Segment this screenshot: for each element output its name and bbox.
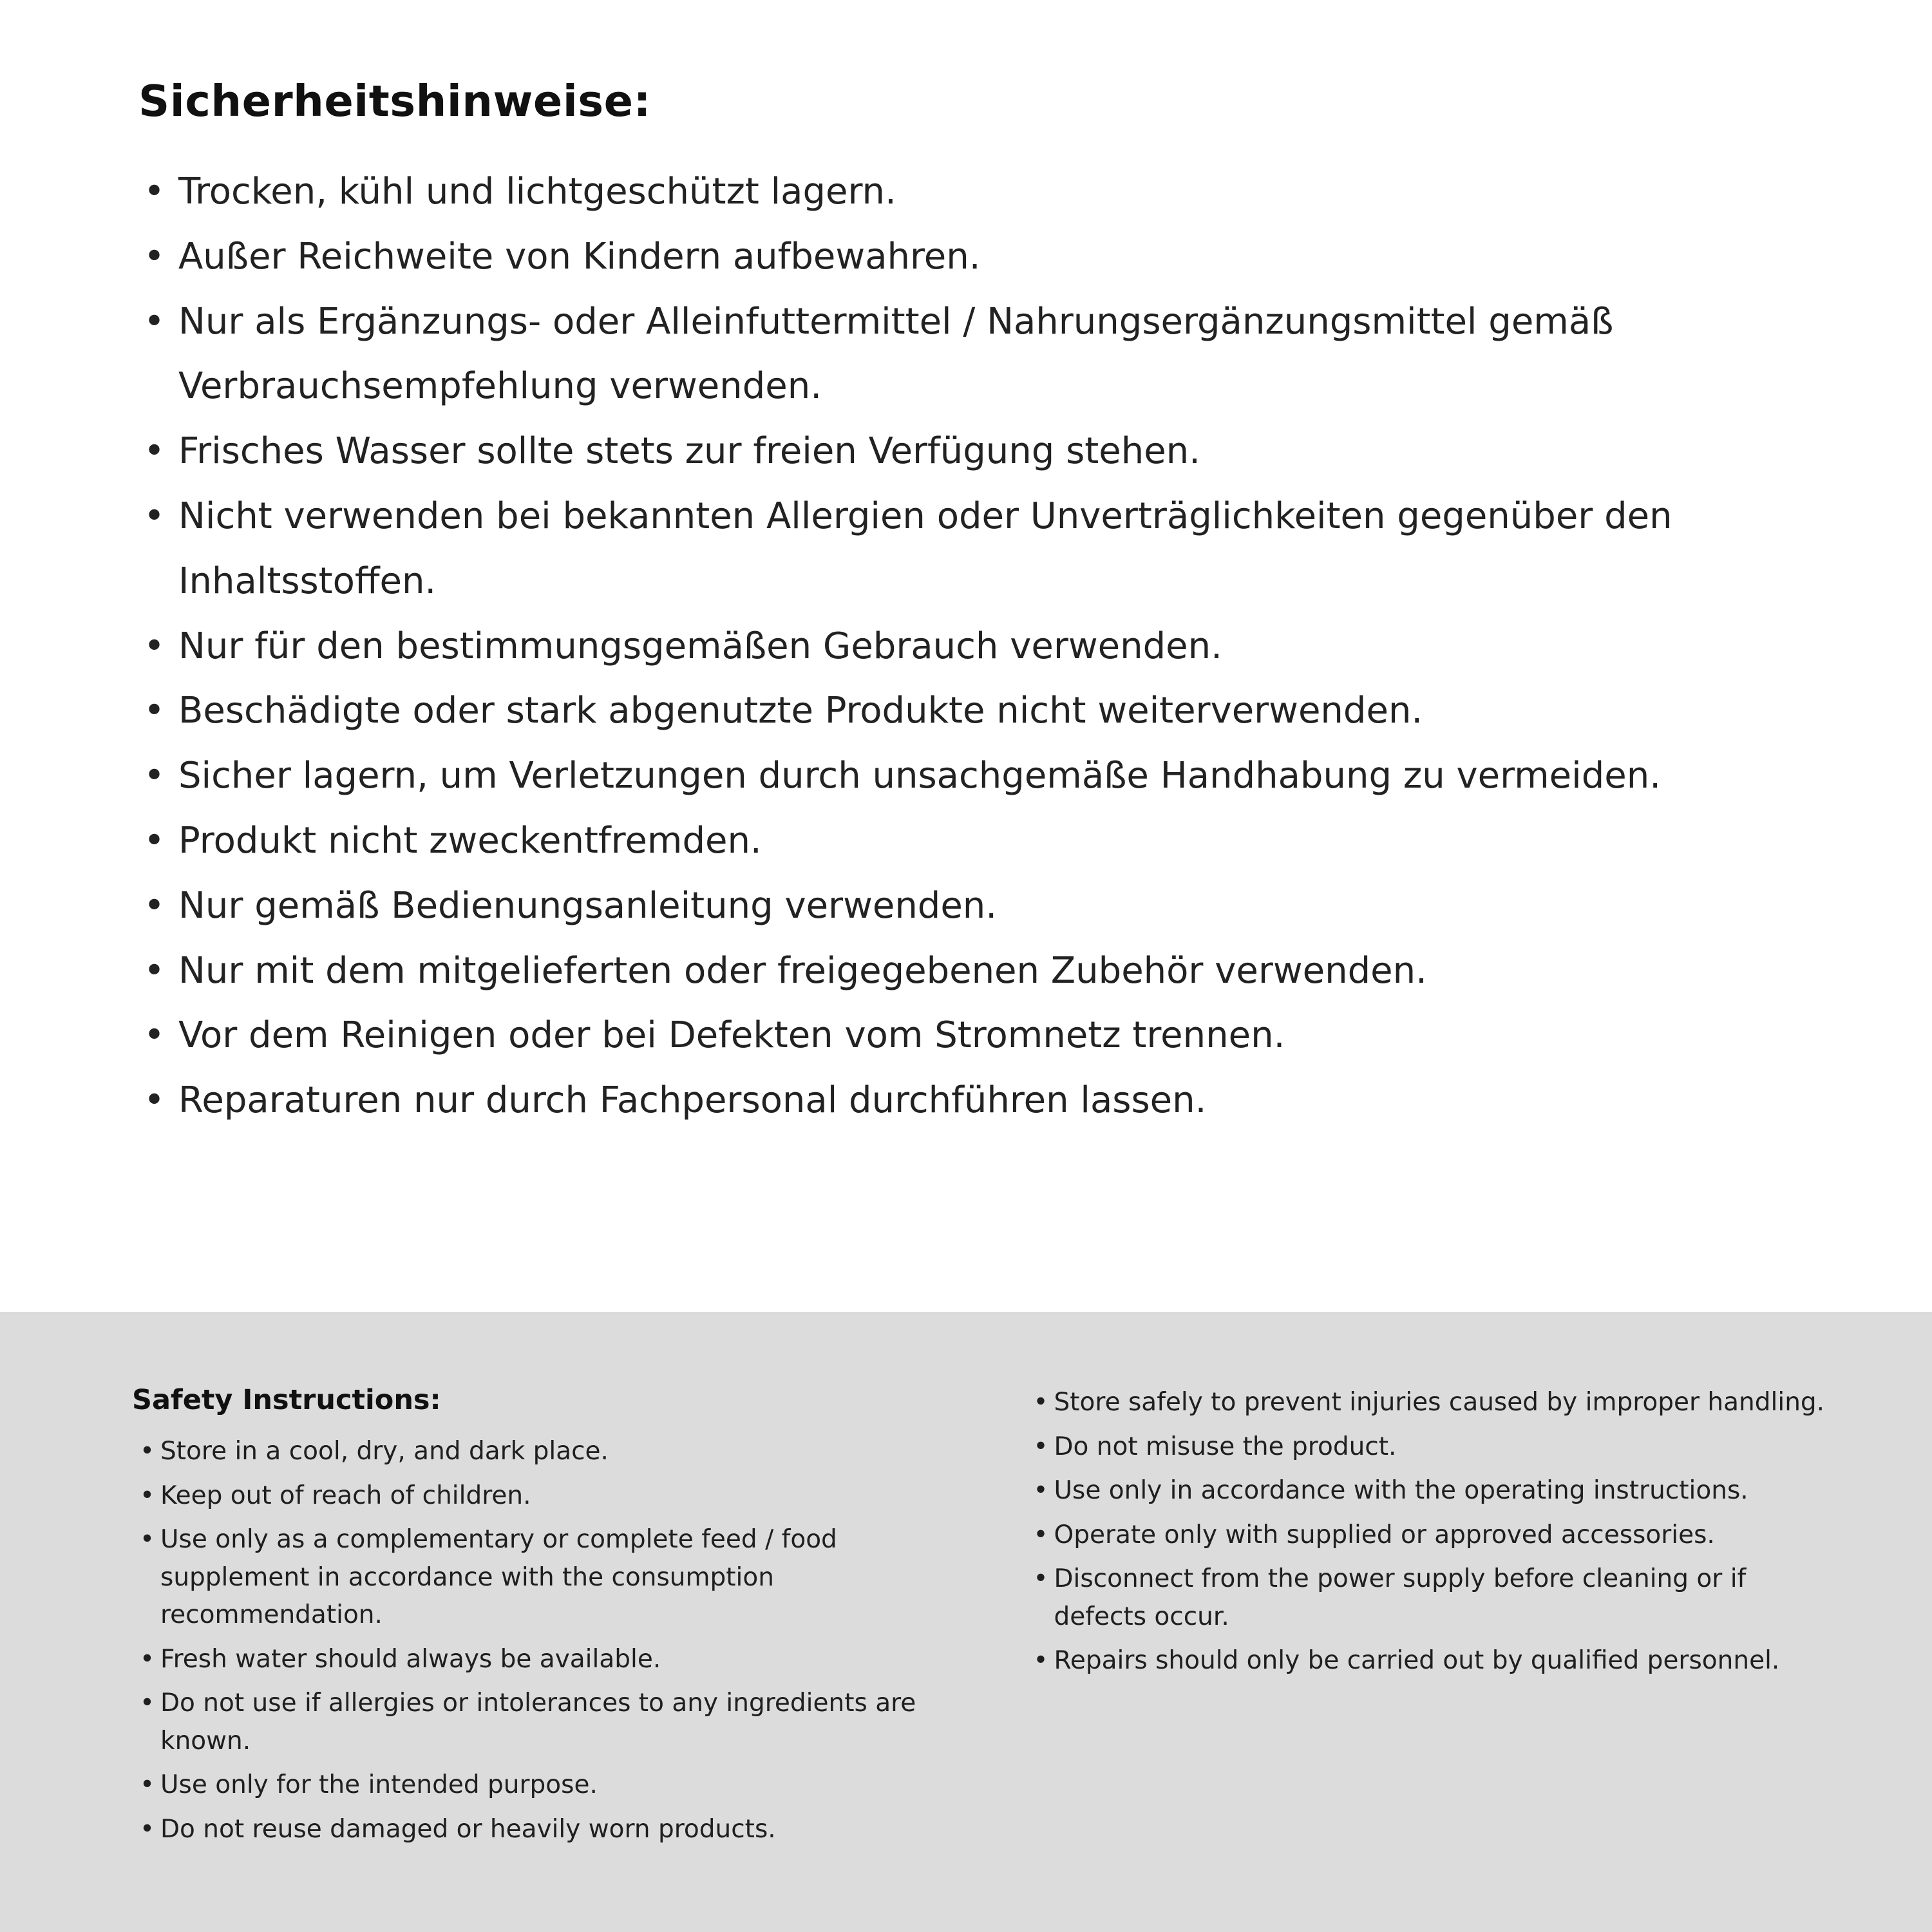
english-section-title: Safety Instructions: <box>132 1384 441 1416</box>
list-item: • Vor dem Reinigen oder bei Defekten vom Stromnetz trennen. <box>138 1003 1835 1068</box>
list-item: • Do not use if allergies or intolerances to any ingredients are known. <box>132 1685 942 1760</box>
list-item: • Außer Reichweite von Kindern aufbewahren. <box>138 225 1835 290</box>
list-item: • Do not misuse the product. <box>1026 1428 1836 1466</box>
list-item: • Reparaturen nur durch Fachpersonal durchführen lassen. <box>138 1068 1835 1133</box>
english-instructions-list-right <box>1026 1384 1836 1680</box>
list-item: • Keep out of reach of children. <box>132 1477 942 1515</box>
list-item: • Operate only with supplied or approved accessories. <box>1026 1517 1836 1555</box>
list-item: • Store in a cool, dry, and dark place. <box>132 1433 942 1471</box>
list-item: • Sicher lagern, um Verletzungen durch unsachgemäße Handhabung zu vermeiden. <box>138 744 1835 809</box>
list-item: • Do not reuse damaged or heavily worn products. <box>132 1811 942 1849</box>
list-item: • Use only as a complementary or complete feed / food supplement in accordance with the consumption recommendation. <box>132 1521 942 1634</box>
list-item: • Nur für den bestimmungsgemäßen Gebrauch verwenden. <box>138 614 1835 679</box>
german-instructions-list <box>138 160 1835 1133</box>
english-left-column <box>132 1384 942 1932</box>
english-right-column <box>1026 1384 1836 1932</box>
list-item: • Use only in accordance with the operating instructions. <box>1026 1472 1836 1510</box>
list-item: • Repairs should only be carried out by qualified personnel. <box>1026 1642 1836 1680</box>
english-instructions-list-left <box>132 1433 942 1848</box>
list-item: • Use only for the intended purpose. <box>132 1766 942 1804</box>
german-section-title: Sicherheitshinweise: <box>138 76 651 126</box>
english-section <box>0 1312 1932 1932</box>
list-item: • Frisches Wasser sollte stets zur freien Verfügung stehen. <box>138 419 1835 484</box>
list-item: • Fresh water should always be available. <box>132 1641 942 1679</box>
list-item: • Produkt nicht zweckentfremden. <box>138 809 1835 874</box>
list-item: • Trocken, kühl und lichtgeschützt lagern. <box>138 160 1835 225</box>
list-item: • Nicht verwenden bei bekannten Allergien oder Unverträglichkeiten gegenüber den Inhaltsstoffen. <box>138 484 1835 614</box>
list-item: • Beschädigte oder stark abgenutzte Produkte nicht weiterverwenden. <box>138 679 1835 744</box>
list-item: • Nur gemäß Bedienungsanleitung verwenden. <box>138 874 1835 939</box>
list-item: • Disconnect from the power supply before cleaning or if defects occur. <box>1026 1560 1836 1636</box>
list-item: • Nur mit dem mitgelieferten oder freigegebenen Zubehör verwenden. <box>138 939 1835 1004</box>
list-item: • Store safely to prevent injuries caused by improper handling. <box>1026 1384 1836 1422</box>
list-item: • Nur als Ergänzungs- oder Alleinfuttermittel / Nahrungsergänzungsmittel gemäß Verbrauchsempfehlung verwenden. <box>138 290 1835 420</box>
